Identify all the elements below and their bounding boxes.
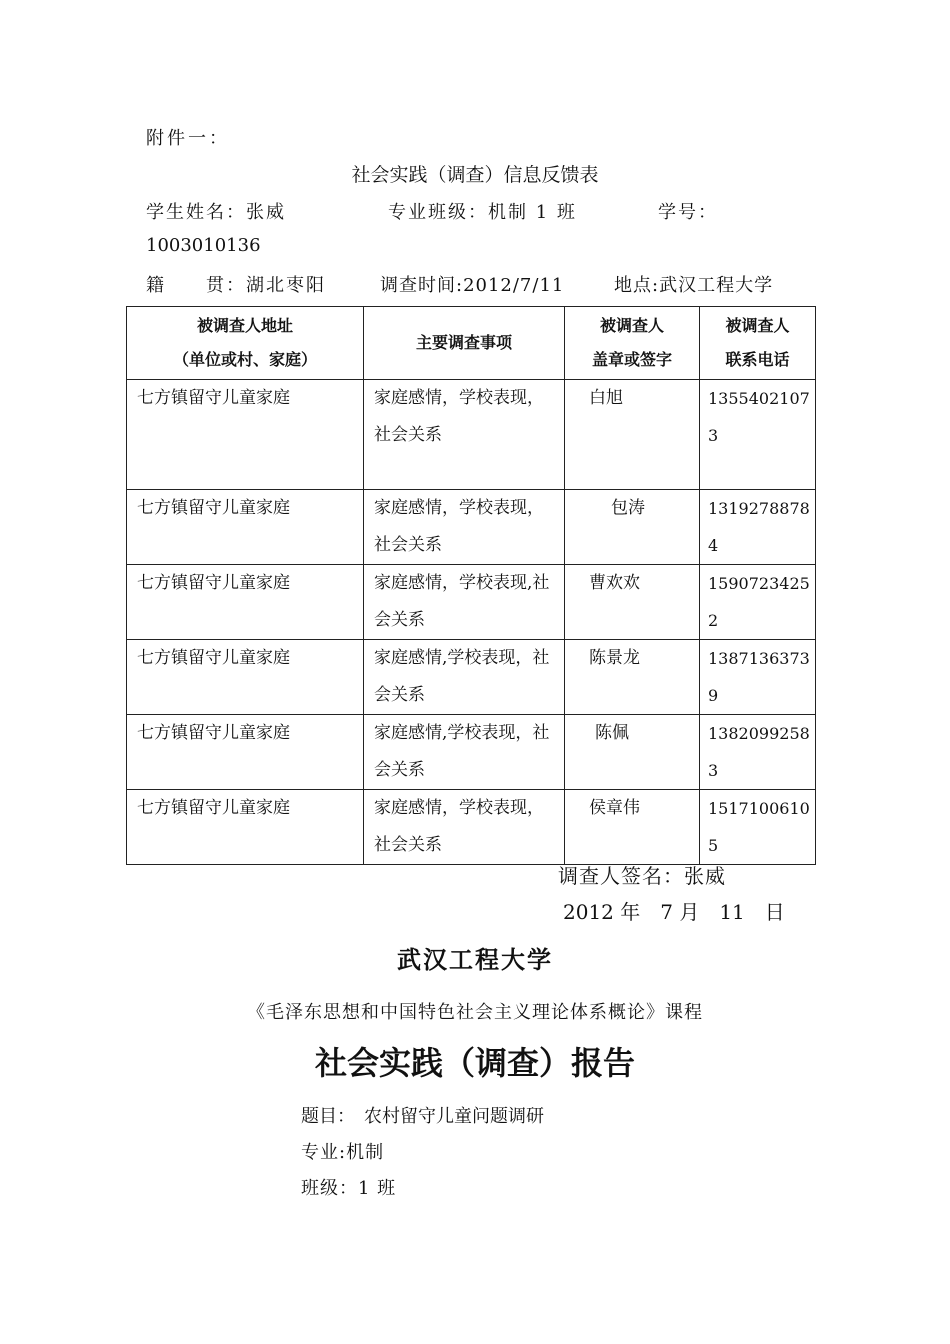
table-row bbox=[127, 565, 816, 640]
survey-time: 调查时间:2012/7/11 bbox=[380, 275, 565, 296]
student-id-value: 1003010136 bbox=[146, 235, 261, 256]
cell-phone: 13192788784 bbox=[700, 490, 816, 565]
cell-address: 七方镇留守儿童家庭 bbox=[127, 380, 364, 490]
cell-phone: 13820992583 bbox=[700, 715, 816, 790]
header-sign-line2: 盖章或签字 bbox=[591, 350, 672, 369]
table-header-row bbox=[127, 307, 816, 380]
cell-name: 侯章伟 bbox=[565, 790, 700, 865]
cell-name: 陈景龙 bbox=[565, 640, 700, 715]
cell-matter: 家庭感情,学校表现，社会关系 bbox=[364, 715, 565, 790]
cell-address: 七方镇留守儿童家庭 bbox=[127, 565, 364, 640]
cell-phone: 13871363739 bbox=[700, 640, 816, 715]
form-title: 社会实践（调查）信息反馈表 bbox=[351, 164, 599, 186]
header-sign-line1: 被调查人 bbox=[599, 316, 664, 335]
cell-name: 包涛 bbox=[565, 490, 700, 565]
table-row bbox=[127, 490, 816, 565]
header-sign bbox=[565, 307, 700, 380]
student-name: 学生姓名：张威 bbox=[146, 202, 286, 223]
cell-address: 七方镇留守儿童家庭 bbox=[127, 790, 364, 865]
header-phone-line1: 被调查人 bbox=[725, 316, 790, 335]
header-phone bbox=[700, 307, 816, 380]
cell-matter: 家庭感情，学校表现，社会关系 bbox=[364, 380, 565, 490]
cell-matter: 家庭感情，学校表现,社会关系 bbox=[364, 565, 565, 640]
student-class: 专业班级：机制 1 班 bbox=[388, 202, 577, 223]
cell-phone: 15171006105 bbox=[700, 790, 816, 865]
student-id-label: 学号： bbox=[658, 202, 718, 223]
report-title: 社会实践（调查）报告 bbox=[314, 1044, 635, 1082]
header-address bbox=[127, 307, 364, 380]
header-address-line2: （单位或村、家庭） bbox=[172, 350, 317, 369]
investigator-signature: 调查人签名：张威 bbox=[558, 864, 726, 888]
cell-matter: 家庭感情，学校表现，社会关系 bbox=[364, 490, 565, 565]
report-topic: 题目： 农村留守儿童问题调研 bbox=[301, 1106, 544, 1127]
cell-address: 七方镇留守儿童家庭 bbox=[127, 640, 364, 715]
header-address-line1: 被调查人地址 bbox=[196, 316, 293, 335]
cell-address: 七方镇留守儿童家庭 bbox=[127, 490, 364, 565]
table-row bbox=[127, 380, 816, 490]
student-hometown: 籍 贯：湖北枣阳 bbox=[146, 275, 326, 296]
feedback-table bbox=[126, 306, 816, 865]
cell-matter: 家庭感情,学校表现，社会关系 bbox=[364, 640, 565, 715]
cell-name: 曹欢欢 bbox=[565, 565, 700, 640]
header-phone-line2: 联系电话 bbox=[725, 350, 790, 369]
attachment-label: 附件一： bbox=[146, 128, 230, 149]
cell-phone: 15907234252 bbox=[700, 565, 816, 640]
university-name: 武汉工程大学 bbox=[397, 945, 553, 974]
table-row bbox=[127, 790, 816, 865]
table-row bbox=[127, 640, 816, 715]
table-row bbox=[127, 715, 816, 790]
cell-name: 白旭 bbox=[565, 380, 700, 490]
header-matter: 主要调查事项 bbox=[364, 307, 565, 380]
cell-matter: 家庭感情，学校表现，社会关系 bbox=[364, 790, 565, 865]
report-major: 专业:机制 bbox=[301, 1142, 385, 1163]
report-class: 班级：1 班 bbox=[301, 1178, 397, 1199]
survey-place: 地点:武汉工程大学 bbox=[614, 275, 774, 296]
cell-name: 陈佩 bbox=[565, 715, 700, 790]
signature-date: 2012 年 7 月 11 日 bbox=[563, 900, 785, 924]
cell-phone: 13554021073 bbox=[700, 380, 816, 490]
cell-address: 七方镇留守儿童家庭 bbox=[127, 715, 364, 790]
course-name: 《毛泽东思想和中国特色社会主义理论体系概论》课程 bbox=[247, 1002, 703, 1023]
